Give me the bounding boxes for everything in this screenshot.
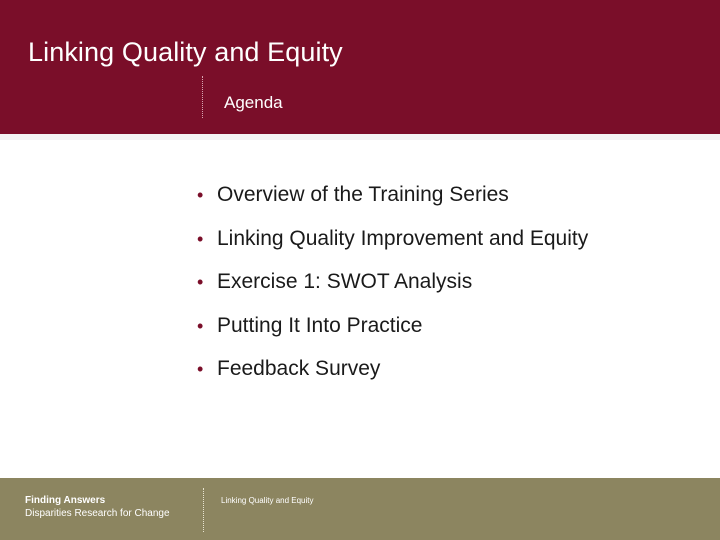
header-separator-band [0,134,720,140]
bullet-icon: • [197,228,204,249]
brand-tagline: Disparities Research for Change [25,508,170,519]
agenda-item-label: Linking Quality Improvement and Equity [217,226,589,250]
agenda-item [197,180,588,224]
agenda-item [197,354,588,398]
slide-title: Linking Quality and Equity [28,37,343,67]
footer-divider [203,488,204,532]
agenda-item-label: Feedback Survey [217,357,381,380]
brand-name: Finding Answers [25,495,106,506]
bullet-icon: • [197,315,204,336]
slide-header [0,0,720,134]
agenda-item-label: Putting It Into Practice [217,313,423,337]
agenda-item [197,267,588,311]
slide-footer [0,478,720,540]
slide-subtitle: Agenda [224,93,283,112]
agenda-item-label: Exercise 1: SWOT Analysis [217,270,473,293]
header-divider [202,76,203,118]
agenda-list [197,180,588,398]
bullet-icon: • [197,272,204,292]
agenda-item [197,224,588,268]
agenda-item-label: Overview of the Training Series [217,183,509,206]
agenda-item [197,311,588,355]
footer-presentation-title: Linking Quality and Equity [221,496,314,505]
bullet-icon: • [197,185,204,205]
bullet-icon: • [197,359,204,379]
